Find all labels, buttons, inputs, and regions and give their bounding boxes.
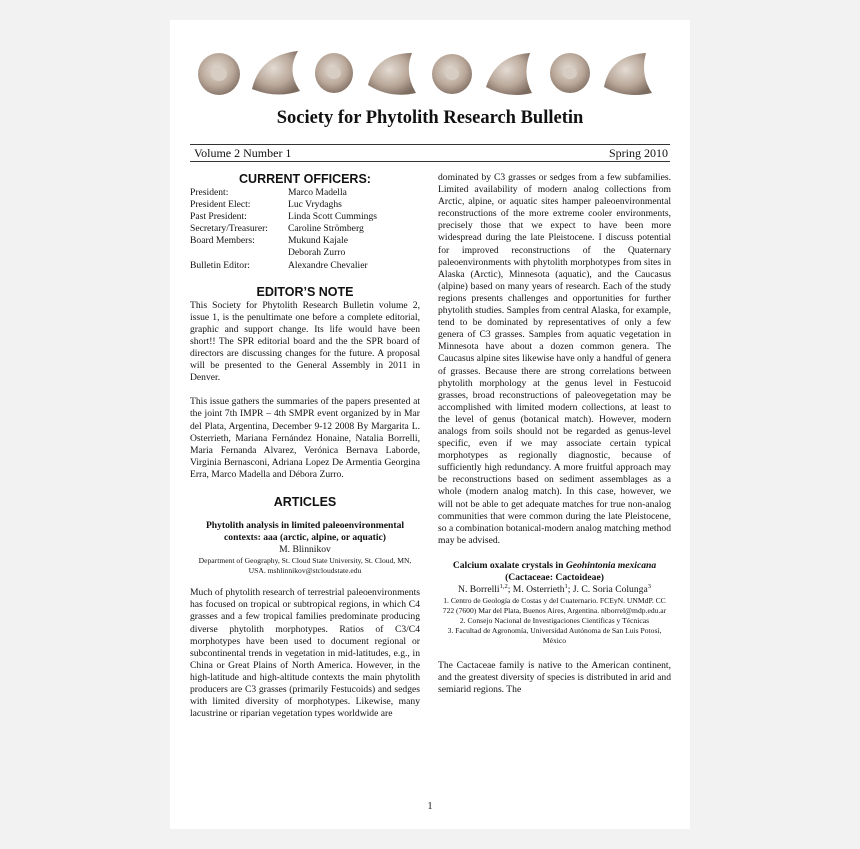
officer-row <box>190 223 420 235</box>
page-number: 1 <box>427 801 433 812</box>
officer-role: Bulletin Editor: <box>190 259 250 271</box>
articles-heading: ARTICLES <box>273 494 337 509</box>
officer-row <box>190 211 420 223</box>
article-1-author: M. Blinnikov <box>279 544 331 556</box>
article-2-affiliation-2: 2. Consejo Nacional de Investigaciones Científicas y Técnicas <box>459 616 650 626</box>
officer-role: Secretary/Treasurer: <box>190 223 268 235</box>
bulletin-page <box>170 20 690 829</box>
article-2-authors <box>438 584 671 596</box>
article-2-title-species: Geohintonia mexicana <box>565 559 657 571</box>
officer-name: Mukund Kajale <box>288 235 348 247</box>
author-osterrieth: ; M. Osterrieth <box>507 584 565 596</box>
officer-name: Luc Vrydaghs <box>288 199 342 211</box>
officer-role: President: <box>190 187 229 198</box>
left-column <box>190 172 420 720</box>
officer-row <box>190 260 420 272</box>
author-borrelli: N. Borrelli <box>458 584 500 596</box>
officer-name: Deborah Zurro <box>288 247 346 259</box>
officer-role: President Elect: <box>190 199 251 211</box>
author-soria: ; J. C. Soria Colunga <box>567 584 648 596</box>
phytolith-image-2 <box>252 51 300 95</box>
article-1-title: Phytolith analysis in limited paleoenvironmental contexts: aaa (arctic, alpine, or aquatic) <box>205 519 405 544</box>
author-osterrieth-affil: 1 <box>564 582 568 590</box>
officer-name: Alexandre Chevalier <box>288 259 368 271</box>
officer-role: Past President: <box>190 211 247 223</box>
editors-note-paragraph-1: This Society for Phytolith Research Bulletin volume 2, issue 1, is the penultimate one before a complete editorial, graphic and support change. Its life would have been short!! The SPR editorial board and the the SPR board of directors are discussing changes for the future. A proposal will be presented to the General Assembly in 2011 in Denver. <box>190 299 420 384</box>
right-column <box>438 172 671 696</box>
officer-name: Marco Madella <box>288 187 347 198</box>
officer-row <box>190 247 420 259</box>
author-borrelli-affil: 1,2 <box>499 582 508 590</box>
officer-row <box>190 187 420 199</box>
article-2-affiliation-1: 1. Centro de Geología de Costas y del Cuaternario. FCEyN. UNMdP. CC 722 (7600) Mar del Plata, Buenos Aires, Argentina. nlborrel@mdp.edu.ar <box>442 596 667 616</box>
article-2-title-text: Calcium oxalate crystals in <box>452 559 566 571</box>
officers-heading: CURRENT OFFICERS: <box>239 172 371 186</box>
phytolith-image-3 <box>315 53 353 93</box>
officers-list <box>190 187 420 272</box>
phytolith-image-7 <box>550 53 590 93</box>
issue-bar <box>190 144 670 162</box>
bulletin-title: Society for Phytolith Research Bulletin <box>276 108 584 128</box>
article-2-title <box>438 560 671 584</box>
phytolith-image-8 <box>604 53 652 95</box>
article-2-title-family: (Cactaceae: Cactoideae) <box>505 572 604 583</box>
officer-row <box>190 235 420 247</box>
officer-role: Board Members: <box>190 235 255 247</box>
article-2-body: The Cactaceae family is native to the American continent, and the greatest diversity of species is distributed in arid and semiarid regions. The <box>438 660 671 696</box>
officer-name: Linda Scott Cummings <box>288 211 378 223</box>
phytolith-image-1 <box>198 53 240 95</box>
editors-note-heading: EDITOR’S NOTE <box>256 284 354 299</box>
officer-name: Caroline Strömberg <box>288 223 364 235</box>
volume-number: Volume 2 Number 1 <box>194 146 292 160</box>
issue-season: Spring 2010 <box>608 146 668 160</box>
phytolith-image-5 <box>432 54 472 94</box>
officer-role <box>190 247 288 259</box>
phytolith-image-4 <box>368 53 416 95</box>
phytolith-image-6 <box>486 53 532 95</box>
phytolith-banner <box>190 41 670 107</box>
officer-row <box>190 199 420 211</box>
article-1-body-right: dominated by C3 grasses or sedges from a few subfamilies. Limited availability of modern analog collections from Arctic, alpine, or aquatic sites hamper paleoenvironmental reconstructions of the more extreme cooler environments, precisely those that we expect to have been more widespread during the late Pleistocene. I discuss potential for improved reconstructions of the Quaternary paleoenvironments with phytolith morphotypes from sites in Alaska (Arctic), Minnesota (aquatic), and the Caucasus (alpine) based on many years of research. Each of the study regions presents challenges and opportunities for further phytolith studies. Samples from central Alaska, for example, tend to be dominated by representatives of only a few genera of C3 grasses. Samples from aquatic vegetation in Minnesota have about a dozen common genera. The Caucasus alpine sites likewise have only a handful of genera of grasses. Because there are strong correlations between phytolith morphology at the genus level in Festucoid grasses, broad reconstructions of paleovegetation may be accomplished with limited modern collections, at least to the level of genus (botanical match). However, modern analogs from soils should not be regarded as genus-level specific, even if we may associate certain typical morphotypes as regionally diagnostic, because of sufficiently high redundancy. A more fruitful approach may be reconstructions based on sediment assemblages as a whole (modern analog match). In this case, however, we will not be able to get adequate matches for true non-analog communities that were common during the late Pleistocene, so a combination botanical-modern analog matching method may be advised. <box>438 172 671 546</box>
editors-note-paragraph-2: This issue gathers the summaries of the papers presented at the joint 7th IMPR – 4th SMPR event organized by in Mar del Plata, Argentina, December 9-12 2008 By Margarita L. Osterrieth, Mariana Fernández Honaine, Natalia Borrelli, Maria Fernanda Alvarez, Verónica Bernava Laborde, Virginia Bernasconi, Adriana Lopez De Armentia Georgina Erra, Marco Madella and Débora Zurro. <box>190 396 420 480</box>
author-soria-affil: 3 <box>647 582 651 590</box>
article-1-body-left: Much of phytolith research of terrestrial paleoenvironments has focused on tropical or subtropical regions, in which C4 grasses and a few tropical families predominate producing diverse phytolith morphotypes. Ratios of C3/C4 morphotypes have been used to document regional or subcontinental trends in vegetation in mid-latitudes, e.g., in China or Great Plains of North America. However, in the high-latitude and high-altitude contexts the main phytolith producers are C3 grasses (primarily Festucoids) and sedges with limited diversity of morphotypes. Likewise, many lacustrine or riparian vegetation types worldwide are <box>190 587 420 720</box>
article-1-affiliation: Department of Geography, St. Cloud State University, St. Cloud, MN, USA. mshlinnikov@stcloudstate.edu <box>198 556 412 576</box>
article-2-affiliation-3: 3. Facultad de Agronomía, Universidad Autónoma de San Luis Potosí, México <box>447 626 662 646</box>
